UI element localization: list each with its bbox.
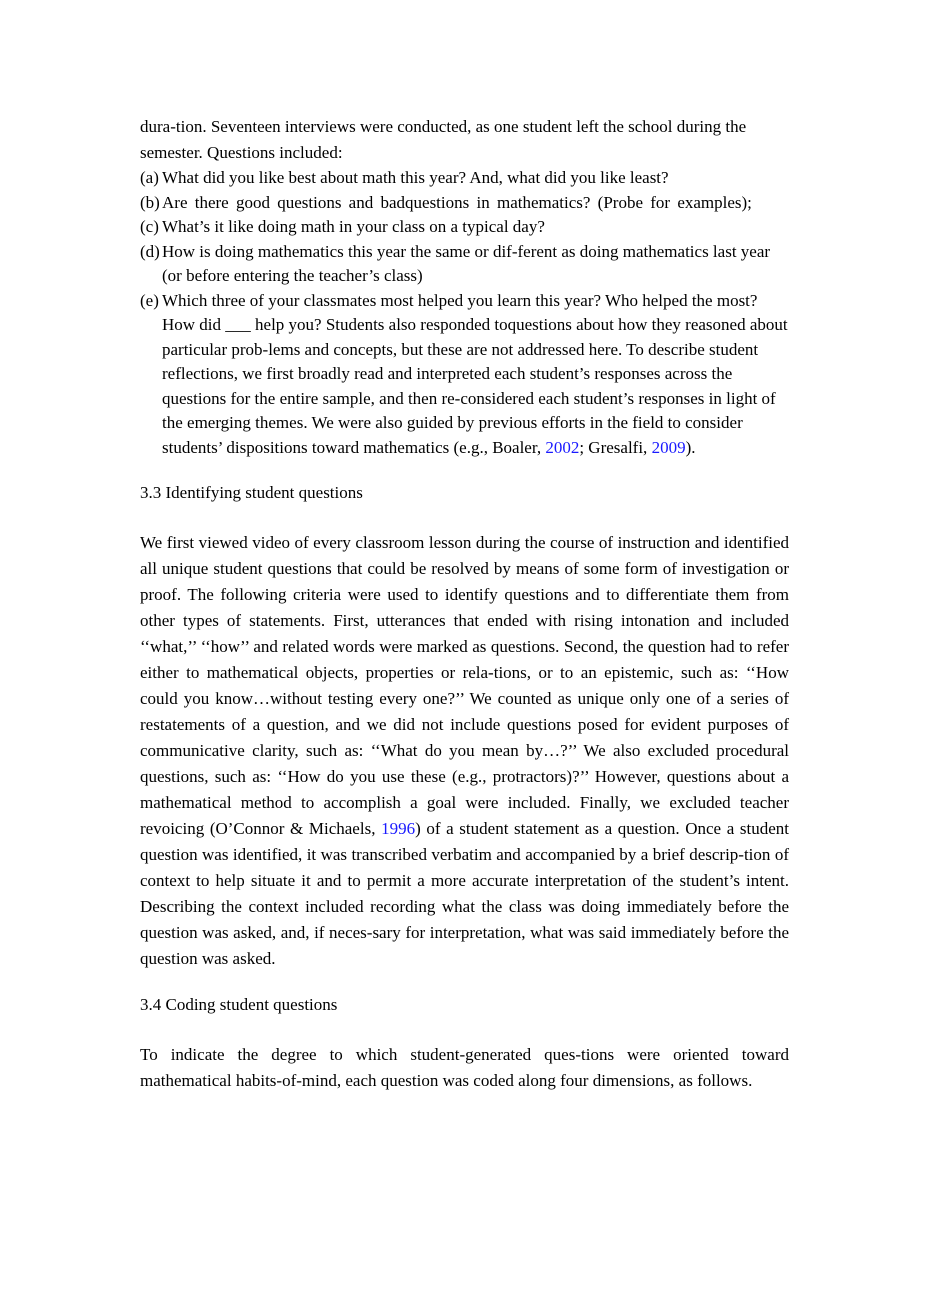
list-item-label: (c) xyxy=(140,217,159,236)
list-item xyxy=(140,166,789,191)
citation-link[interactable]: 2002 xyxy=(545,437,580,457)
interview-questions-list xyxy=(140,166,789,460)
list-item xyxy=(140,289,789,461)
document-page xyxy=(140,114,789,1094)
list-item-text: What did you like best about math this year? And, what did you like least? xyxy=(162,168,669,187)
list-item-text: Are there good questions and badquestions in mathematics? (Probe for examples); xyxy=(162,192,752,212)
list-item-label: (b) xyxy=(140,192,160,212)
citation-link[interactable]: 1996 xyxy=(381,819,416,838)
list-item-text: What’s it like doing math in your class on a typical day? xyxy=(162,217,545,236)
list-item-label: (d) xyxy=(140,241,160,261)
intro-paragraph: dura-tion. Seventeen interviews were conducted, as one student left the school during the semester. Questions included: xyxy=(140,117,747,162)
body-paragraph: We first viewed video of every classroom lesson during the course of instruction and identified all unique student questions that could be resolved by means of some form of investigation or proof. The following criteria were used to identify questions and to differentiate them from other types of statements. First, utterances that ended with rising intonation and included ‘‘what,’’ ‘‘how’’ and related words were marked as questions. Second, the question had to refer either to mathematical objects, properties or rela-tions, or to an epistemic, such as: ‘‘How could you know…without testing every one?’’ We counted as unique only one of a series of restatements of a question, and we did not include questions posed for evident purposes of communicative clarity, such as: ‘‘What do you mean by…?’’ We also excluded procedural questions, such as: ‘‘How do you use these (e.g., protractors)?’’ However, questions about a mathematical method to accomplish a goal were included. Finally, we excluded teacher revoicing (O’Connor & Michaels, 1996) of a student statement as a question. Once a student question was identified, it was transcribed verbatim and accompanied by a brief descrip-tion of context to help situate it and to permit a more accurate interpretation of the student’s intent. Describing the context included recording what the class was doing immediately before the question was asked, and, if neces-sary for interpretation, what was said immediately before the question was asked. xyxy=(140,533,789,968)
section-heading: 3.4 Coding student questions xyxy=(140,995,338,1014)
body-paragraph: To indicate the degree to which student-generated ques-tions were oriented toward mathematical habits-of-mind, each question was coded along four dimensions, as follows. xyxy=(140,1045,789,1090)
list-item xyxy=(140,240,789,289)
list-item xyxy=(140,191,789,216)
list-item-text: Which three of your classmates most helped you learn this year? Who helped the most? How did ___ help you? Students also responded toquestions about how they reasoned about particular prob-lems and concepts, but these are not addressed here. To describe student reflections, we first broadly read and interpreted each student’s responses across the questions for the entire sample, and then re-considered each student’s responses in light of the emerging themes. We were also guided by previous efforts in the field to consider students’ dispositions toward mathematics (e.g., Boaler, 2002; Gresalfi, 2009). xyxy=(162,290,788,457)
list-item-label: (e) xyxy=(140,290,159,310)
section-heading: 3.3 Identifying student questions xyxy=(140,483,363,502)
list-item xyxy=(140,215,789,240)
citation-link[interactable]: 2009 xyxy=(651,437,686,457)
list-item-text: How is doing mathematics this year the same or dif-ferent as doing mathematics last year (or before entering the teacher’s class) xyxy=(162,241,771,285)
list-item-label: (a) xyxy=(140,168,159,187)
